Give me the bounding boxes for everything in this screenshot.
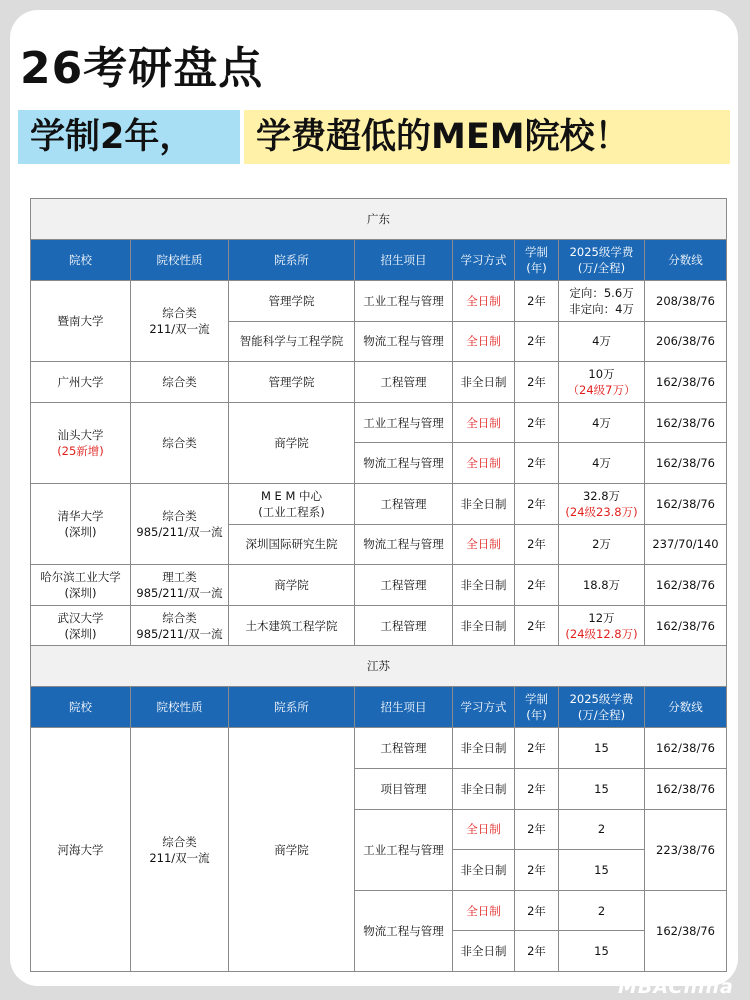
study-mode: 非全日制 [453, 483, 515, 524]
fee-value: 12万 [588, 610, 615, 625]
school-name-text: 汕头大学 [57, 427, 104, 442]
years: 2年 [515, 890, 559, 931]
school-type: 综合类 [131, 362, 229, 403]
score-line: 162/38/76 [645, 362, 727, 403]
header-row [31, 240, 727, 281]
program: 项目管理 [355, 768, 453, 809]
table-row [31, 483, 727, 524]
school-type: 综合类 985/211/双一流 [131, 605, 229, 646]
program: 工程管理 [355, 483, 453, 524]
study-mode: 全日制 [453, 281, 515, 322]
score-line: 206/38/76 [645, 321, 727, 362]
fee: 15 [559, 728, 645, 769]
fee: 4万 [559, 402, 645, 443]
study-mode: 非全日制 [453, 728, 515, 769]
fee: 定向：5.6万 非定向：4万 [559, 281, 645, 322]
region-row-jiangsu [31, 646, 727, 687]
fee: 2 [559, 809, 645, 850]
region-label: 江苏 [31, 646, 727, 687]
program: 工业工程与管理 [355, 809, 453, 890]
program: 工业工程与管理 [355, 402, 453, 443]
program: 物流工程与管理 [355, 524, 453, 565]
years: 2年 [515, 281, 559, 322]
col-header: 招生项目 [355, 687, 453, 728]
fee [559, 605, 645, 646]
header-row [31, 687, 727, 728]
table-row [31, 565, 727, 606]
fee [559, 483, 645, 524]
program: 工业工程与管理 [355, 281, 453, 322]
school-type: 综合类 [131, 402, 229, 483]
score-line: 162/38/76 [645, 443, 727, 484]
page-title: 26考研盘点 [20, 43, 264, 94]
department: 智能科学与工程学院 [229, 321, 355, 362]
years: 2年 [515, 605, 559, 646]
fee: 15 [559, 768, 645, 809]
fee: 15 [559, 931, 645, 972]
study-mode: 非全日制 [453, 931, 515, 972]
table-row [31, 362, 727, 403]
school-name: 哈尔滨工业大学 (深圳) [31, 565, 131, 606]
col-header: 学制 (年) [515, 240, 559, 281]
department: 商学院 [229, 402, 355, 483]
col-header: 分数线 [645, 687, 727, 728]
highlight-fee: 学费超低的MEM院校！ [244, 110, 730, 164]
fee-note: (24级12.8万) [565, 626, 638, 641]
fee-value: 10万 [588, 366, 615, 381]
study-mode: 非全日制 [453, 605, 515, 646]
col-header: 院校性质 [131, 687, 229, 728]
study-mode: 全日制 [453, 443, 515, 484]
fee: 4万 [559, 443, 645, 484]
fee: 2万 [559, 524, 645, 565]
years: 2年 [515, 483, 559, 524]
years: 2年 [515, 362, 559, 403]
program: 工程管理 [355, 605, 453, 646]
table-row [31, 728, 727, 769]
col-header: 学习方式 [453, 687, 515, 728]
col-header: 2025级学费 (万/全程) [559, 687, 645, 728]
fee-value: 32.8万 [582, 488, 621, 503]
fee [559, 362, 645, 403]
fee-note: （24级7万） [567, 382, 636, 397]
program: 工程管理 [355, 728, 453, 769]
study-mode: 全日制 [453, 524, 515, 565]
highlight-duration: 学制2年， [18, 110, 240, 164]
study-mode: 全日制 [453, 890, 515, 931]
school-name [31, 402, 131, 483]
score-line: 162/38/76 [645, 768, 727, 809]
department: M E M 中心 (工业工程系) [229, 483, 355, 524]
fee: 4万 [559, 321, 645, 362]
region-row-guangdong [31, 199, 727, 240]
table-row [31, 402, 727, 443]
years: 2年 [515, 809, 559, 850]
program: 物流工程与管理 [355, 443, 453, 484]
score-line: 162/38/76 [645, 402, 727, 443]
program: 工程管理 [355, 565, 453, 606]
study-mode: 全日制 [453, 321, 515, 362]
study-mode: 全日制 [453, 809, 515, 850]
school-type: 理工类 985/211/双一流 [131, 565, 229, 606]
fee-note: (24级23.8万) [565, 504, 638, 519]
score-line: 208/38/76 [645, 281, 727, 322]
region-label: 广东 [31, 199, 727, 240]
years: 2年 [515, 931, 559, 972]
watermark: MBAChina [618, 976, 734, 998]
years: 2年 [515, 850, 559, 891]
years: 2年 [515, 728, 559, 769]
years: 2年 [515, 402, 559, 443]
col-header: 分数线 [645, 240, 727, 281]
score-line: 162/38/76 [645, 728, 727, 769]
col-header: 院校 [31, 240, 131, 281]
school-name: 广州大学 [31, 362, 131, 403]
score-line: 162/38/76 [645, 605, 727, 646]
study-mode: 全日制 [453, 402, 515, 443]
years: 2年 [515, 565, 559, 606]
fee: 2 [559, 890, 645, 931]
study-mode: 非全日制 [453, 362, 515, 403]
years: 2年 [515, 321, 559, 362]
table-row [31, 605, 727, 646]
school-name: 武汉大学 (深圳) [31, 605, 131, 646]
col-header: 学习方式 [453, 240, 515, 281]
study-mode: 非全日制 [453, 850, 515, 891]
school-name: 河海大学 [31, 728, 131, 972]
col-header: 学制 (年) [515, 687, 559, 728]
program: 工程管理 [355, 362, 453, 403]
department: 深圳国际研究生院 [229, 524, 355, 565]
study-mode: 非全日制 [453, 565, 515, 606]
years: 2年 [515, 768, 559, 809]
school-name: 暨南大学 [31, 281, 131, 362]
department: 商学院 [229, 565, 355, 606]
col-header: 2025级学费 (万/全程) [559, 240, 645, 281]
mem-schools-table [30, 198, 727, 972]
col-header: 院系所 [229, 240, 355, 281]
score-line: 237/70/140 [645, 524, 727, 565]
department: 商学院 [229, 728, 355, 972]
program: 物流工程与管理 [355, 890, 453, 971]
program: 物流工程与管理 [355, 321, 453, 362]
score-line: 162/38/76 [645, 890, 727, 971]
department: 管理学院 [229, 281, 355, 322]
fee: 18.8万 [559, 565, 645, 606]
study-mode: 非全日制 [453, 768, 515, 809]
department: 土木建筑工程学院 [229, 605, 355, 646]
school-type: 综合类 211/双一流 [131, 728, 229, 972]
col-header: 招生项目 [355, 240, 453, 281]
col-header: 院校性质 [131, 240, 229, 281]
col-header: 院系所 [229, 687, 355, 728]
school-name: 清华大学 (深圳) [31, 483, 131, 564]
score-line: 223/38/76 [645, 809, 727, 890]
school-type: 综合类 985/211/双一流 [131, 483, 229, 564]
score-line: 162/38/76 [645, 565, 727, 606]
fee: 15 [559, 850, 645, 891]
table-row [31, 281, 727, 322]
school-type: 综合类 211/双一流 [131, 281, 229, 362]
score-line: 162/38/76 [645, 483, 727, 524]
department: 管理学院 [229, 362, 355, 403]
new-badge: (25新增) [57, 443, 104, 458]
years: 2年 [515, 443, 559, 484]
col-header: 院校 [31, 687, 131, 728]
years: 2年 [515, 524, 559, 565]
